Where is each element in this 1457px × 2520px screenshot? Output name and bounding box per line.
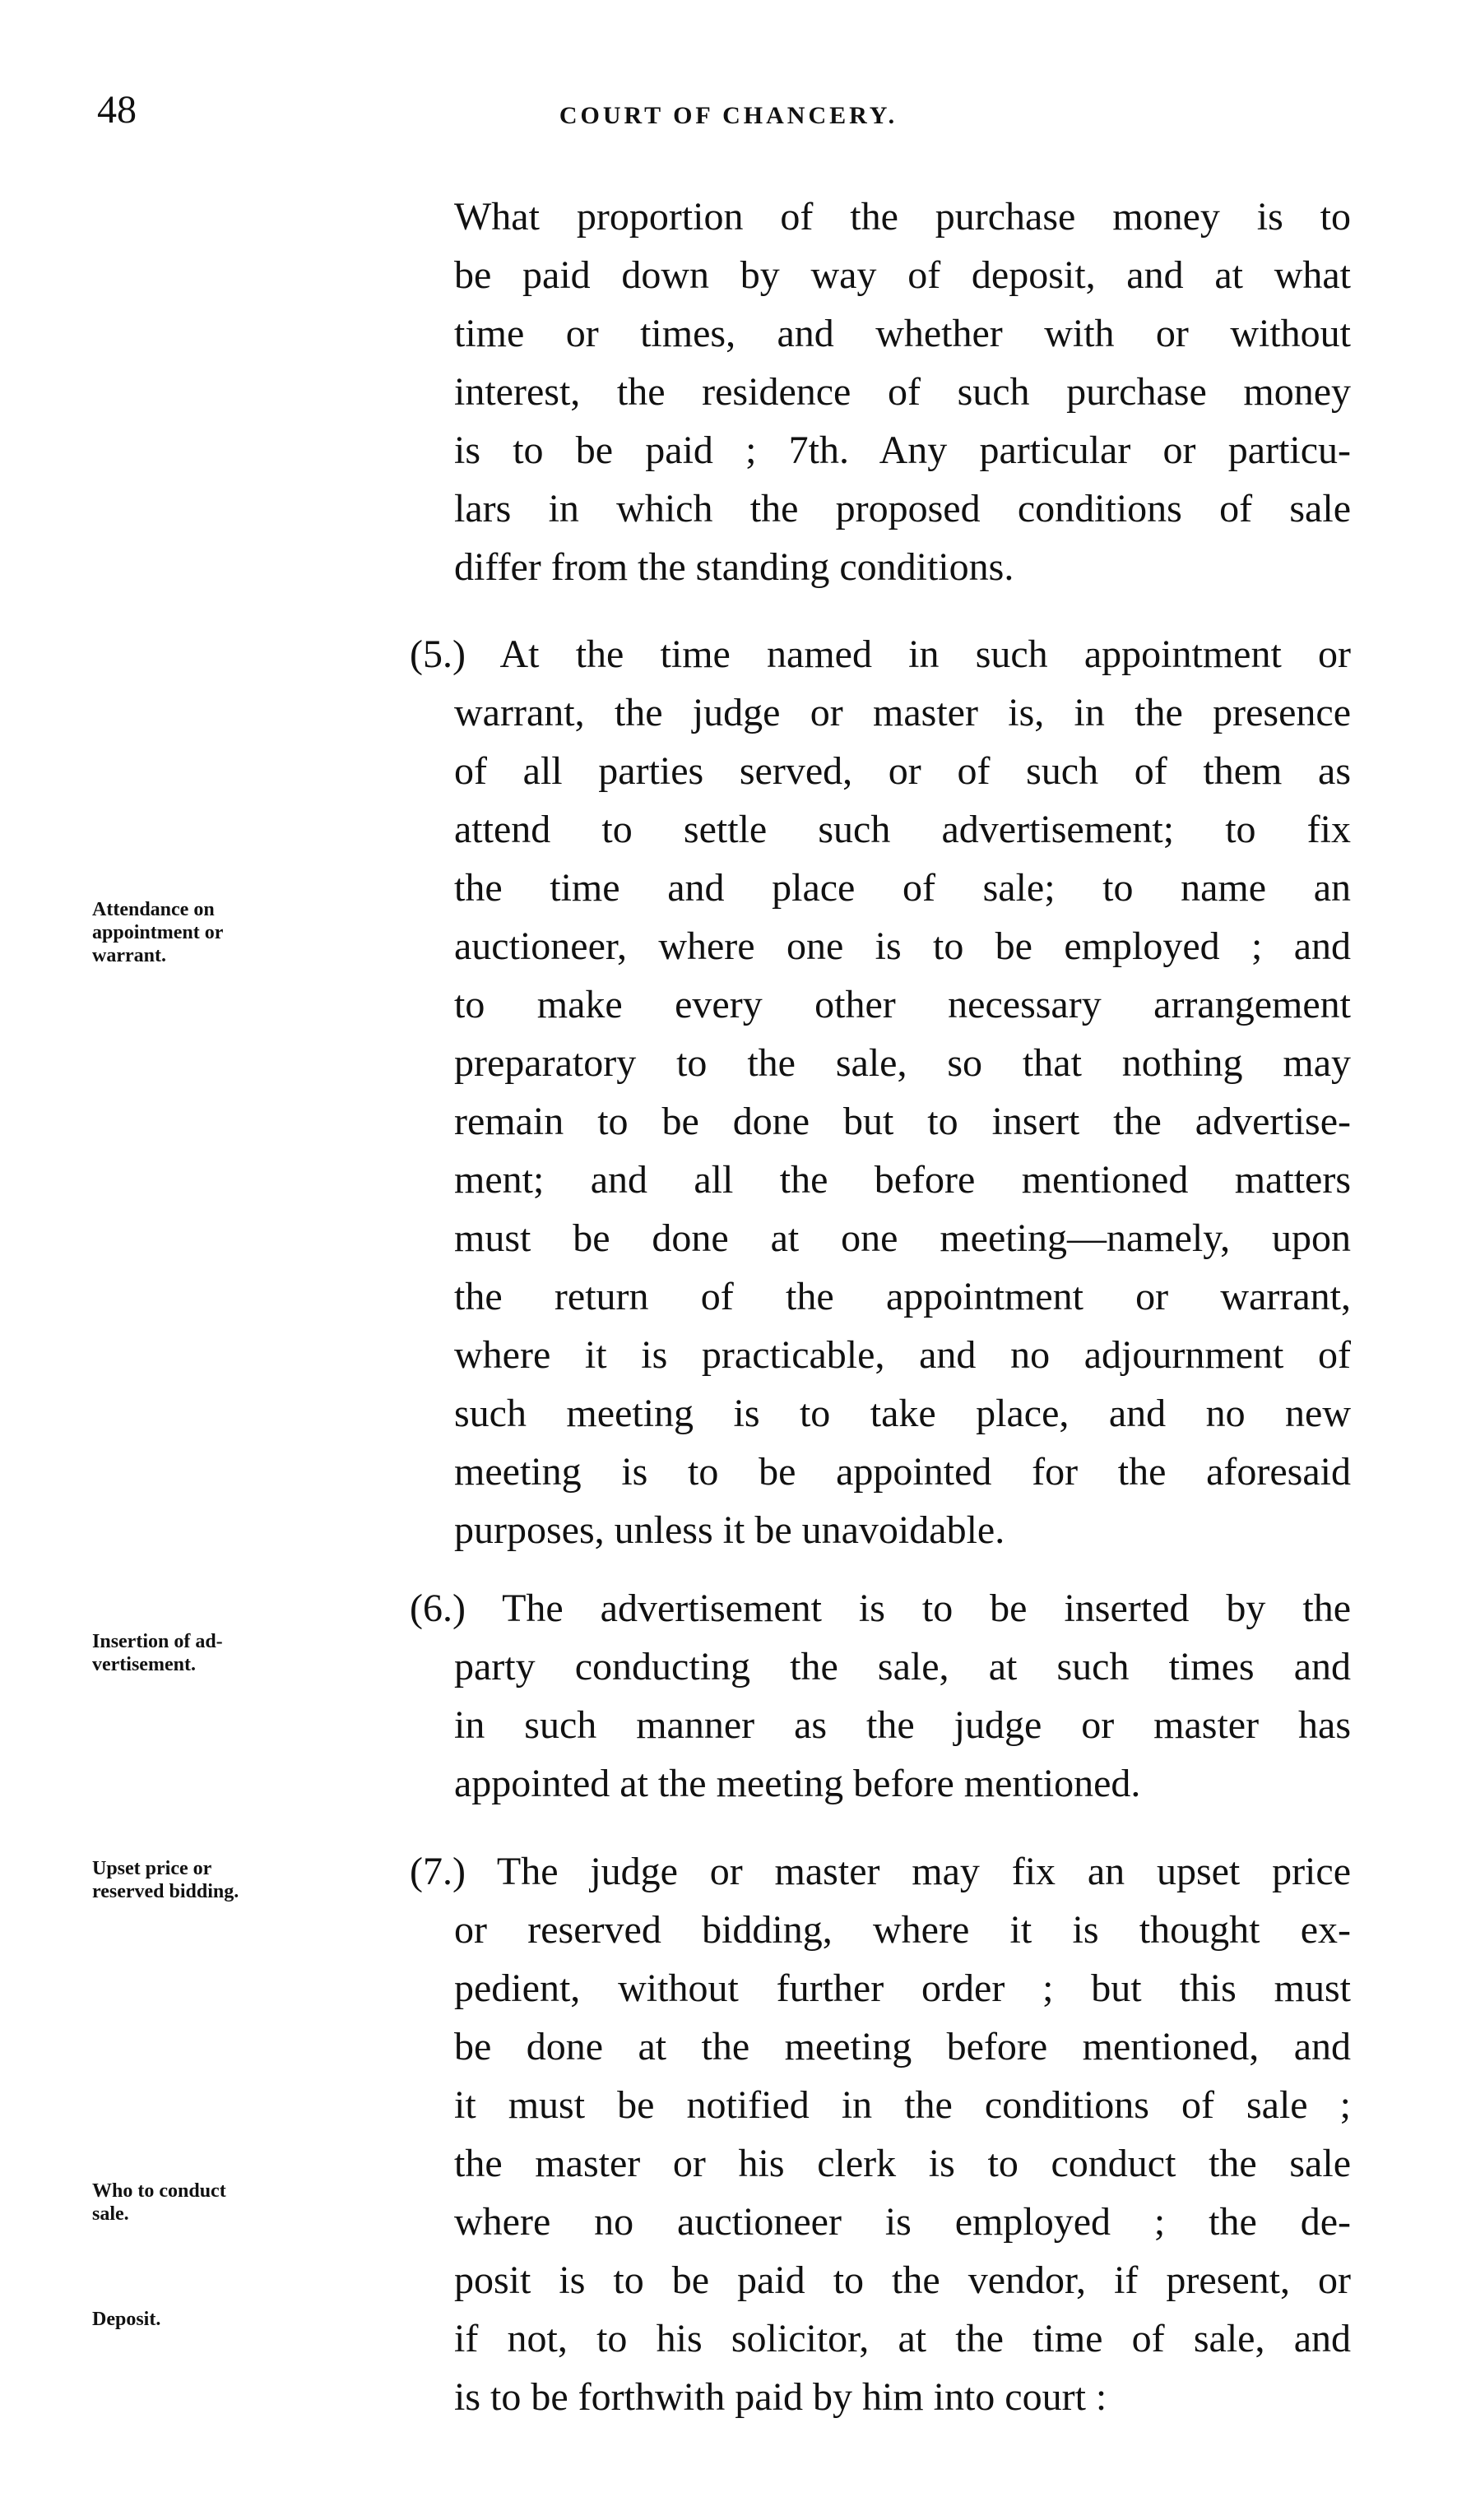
text-line: attend to settle such advertisement; to fix: [454, 808, 1351, 851]
paragraph-5: [410, 625, 1351, 1559]
text-line: lars in which the proposed conditions of sale: [454, 487, 1351, 530]
text-line: ment; and all the before mentioned matters: [454, 1158, 1351, 1202]
margin-note-line: sale.: [92, 2203, 129, 2225]
margin-note-line: Insertion of ad-: [92, 1631, 223, 1652]
text-line: appointed at the meeting before mentioned.: [454, 1762, 1141, 1805]
text-line: party conducting the sale, at such times and: [454, 1645, 1351, 1688]
text-line: where it is practicable, and no adjournment of: [454, 1333, 1351, 1377]
margin-note-insertion: [92, 1630, 339, 1676]
margin-note-upset-price: [92, 1857, 339, 1903]
margin-note-attendance: [92, 898, 339, 967]
text-line: be done at the meeting before mentioned, and: [454, 2025, 1351, 2068]
text-line: (6.) The advertisement is to be inserted by the: [410, 1587, 1351, 1630]
text-line: differ from the standing conditions.: [454, 545, 1014, 589]
text-line: time or times, and whether with or without: [454, 312, 1351, 355]
text-line: it must be notified in the conditions of sale ;: [454, 2083, 1351, 2127]
text-line: pedient, without further order ; but this must: [454, 1966, 1351, 2010]
text-line: of all parties served, or of such of them as: [454, 749, 1351, 793]
margin-note-deposit: [92, 2308, 339, 2331]
text-line: the return of the appointment or warrant,: [454, 1275, 1351, 1318]
running-title: COURT OF CHANCERY.: [559, 102, 898, 129]
text-line: is to be forthwith paid by him into court :: [454, 2375, 1107, 2419]
text-line: must be done at one meeting—namely, upon: [454, 1216, 1351, 1260]
text-line: where no auctioneer is employed ; the de-: [454, 2200, 1351, 2244]
text-line: interest, the residence of such purchase money: [454, 370, 1351, 414]
margin-note-line: reserved bidding.: [92, 1881, 239, 1902]
paragraph-6: [410, 1579, 1351, 1813]
text-line: the time and place of sale; to name an: [454, 866, 1351, 910]
margin-note-line: Deposit.: [92, 2309, 161, 2330]
margin-note-line: warrant.: [92, 945, 166, 966]
margin-note-conduct: [92, 2180, 339, 2226]
text-line: What proportion of the purchase money is to: [454, 195, 1351, 239]
text-line: purposes, unless it be unavoidable.: [454, 1508, 1005, 1552]
text-line: auctioneer, where one is to be employed ; and: [454, 924, 1351, 968]
text-line: to make every other necessary arrangement: [454, 983, 1351, 1026]
page-number: 48: [97, 88, 137, 132]
text-line: (7.) The judge or master may fix an upset price: [410, 1850, 1351, 1893]
paragraph-continuation: [454, 188, 1351, 596]
text-line: remain to be done but to insert the advertise-: [454, 1100, 1351, 1143]
text-line: preparatory to the sale, so that nothing may: [454, 1041, 1351, 1085]
text-line: be paid down by way of deposit, and at what: [454, 253, 1351, 297]
text-line: if not, to his solicitor, at the time of sale, and: [454, 2317, 1351, 2360]
margin-note-line: Upset price or: [92, 1858, 212, 1879]
paragraph-7: [410, 1842, 1351, 2426]
text-line: in such manner as the judge or master has: [454, 1703, 1351, 1747]
margin-note-line: vertisement.: [92, 1654, 196, 1675]
text-line: is to be paid ; 7th. Any particular or particu-: [454, 428, 1351, 472]
text-line: such meeting is to take place, and no new: [454, 1392, 1351, 1435]
text-line: meeting is to be appointed for the aforesaid: [454, 1450, 1351, 1494]
margin-note-line: Who to conduct: [92, 2180, 226, 2202]
margin-note-line: appointment or: [92, 922, 224, 943]
text-line: the master or his clerk is to conduct the sale: [454, 2142, 1351, 2185]
text-line: warrant, the judge or master is, in the presence: [454, 691, 1351, 734]
text-line: or reserved bidding, where it is thought ex-: [454, 1908, 1351, 1952]
margin-note-line: Attendance on: [92, 899, 215, 920]
text-line: (5.) At the time named in such appointment or: [410, 632, 1351, 676]
text-line: posit is to be paid to the vendor, if present, or: [454, 2258, 1351, 2302]
